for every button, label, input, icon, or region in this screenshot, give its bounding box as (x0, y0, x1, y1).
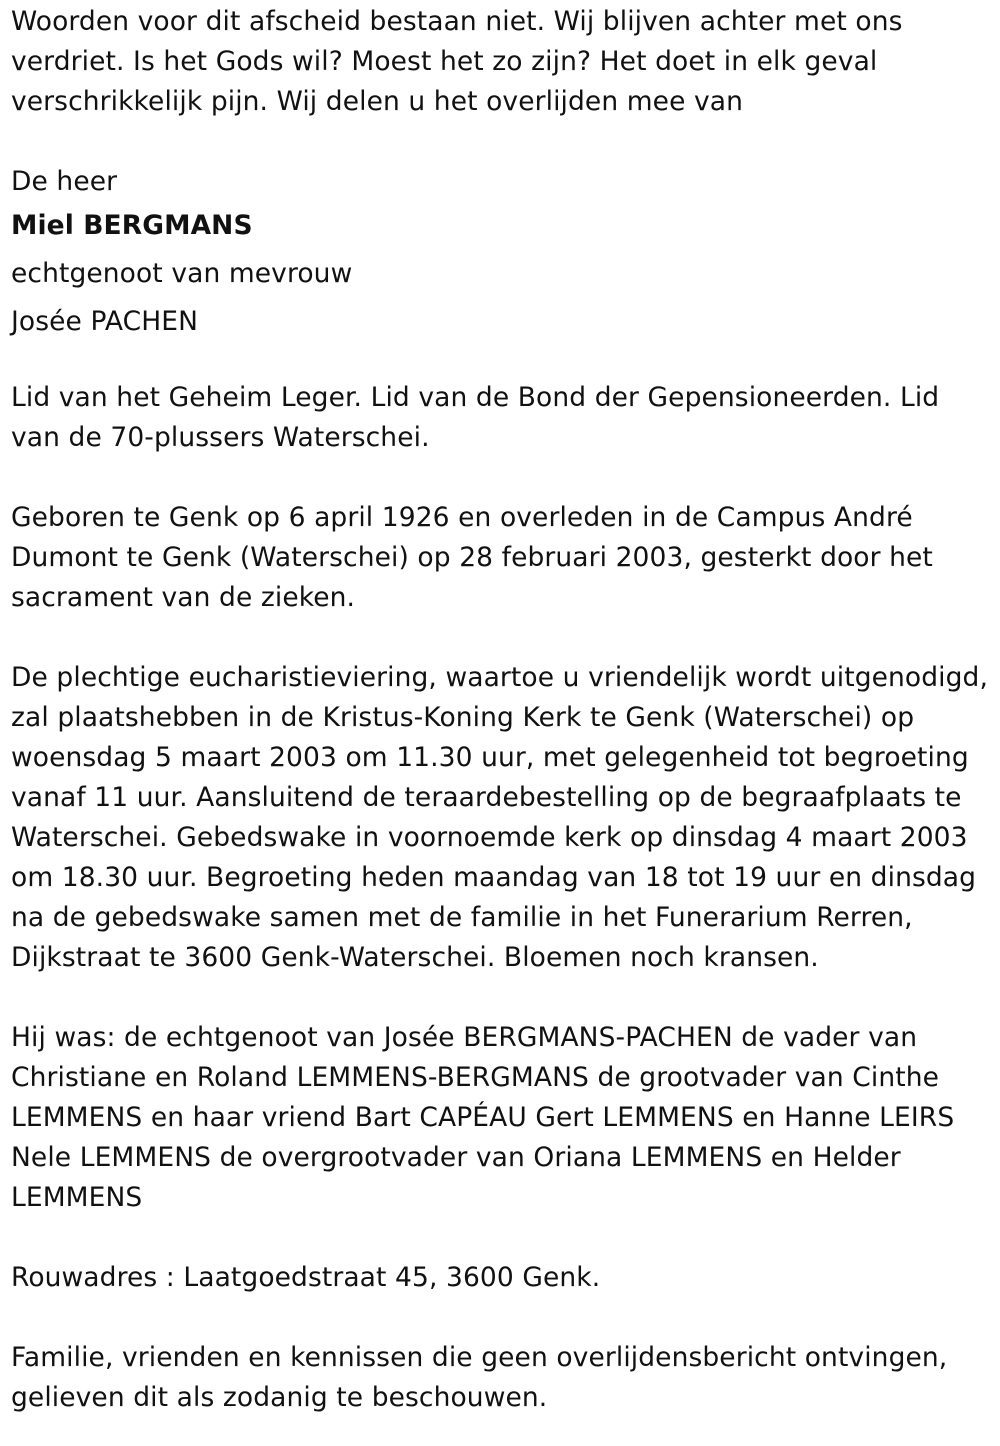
spacer (11, 122, 996, 162)
intro-paragraph: Woorden voor dit afscheid bestaan niet. Wij blijven achter met ons verdriet. Is het Gods wil? Moest het zo zijn? Het doet in elk geval verschrikkelijk pijn. Wij delen u het overlijden mee van (11, 6, 903, 117)
spouse-label: echtgenoot van mevrouw (11, 258, 353, 289)
closing-paragraph: Familie, vrienden en kennissen die geen overlijdensbericht ontvingen, gelieven dit als zodanig te beschouwen. (11, 1342, 948, 1413)
title-prefix: De heer (11, 166, 118, 197)
birth-death-paragraph: Geboren te Genk op 6 april 1926 en overleden in de Campus André Dumont te Genk (Waterschei) op 28 februari 2003, gesterkt door het sacrament van de zieken. (11, 502, 933, 613)
spacer (11, 978, 996, 1018)
deceased-name: Miel BERGMANS (11, 210, 253, 241)
spacer (11, 458, 996, 498)
spouse-name: Josée PACHEN (11, 306, 199, 337)
family-paragraph: Hij was: de echtgenoot van Josée BERGMANS-PACHEN de vader van Christiane en Roland LEMMENS-BERGMANS de grootvader van Cinthe LEMMENS en haar vriend Bart CAPÉAU Gert LEMMENS en Hanne LEIRS Nele LEMMENS de overgrootvader van Oriana LEMMENS en Helder LEMMENS (11, 1022, 955, 1213)
memberships-paragraph: Lid van het Geheim Leger. Lid van de Bond der Gepensioneerden. Lid van de 70-plussers Waterschei. (11, 382, 940, 453)
spacer (11, 1298, 996, 1338)
spacer (11, 1218, 996, 1258)
address-paragraph: Rouwadres : Laatgoedstraat 45, 3600 Genk. (11, 1262, 601, 1293)
ceremony-paragraph: De plechtige eucharistieviering, waartoe u vriendelijk wordt uitgenodigd, zal plaatshebben in de Kristus-Koning Kerk te Genk (Waterschei) op woensdag 5 maart 2003 om 11.30 uur, met gelegenheid tot begroeting vanaf 11 uur. Aansluitend de teraardebestelling op de begraafplaats te Waterschei. Gebedswake in voornoemde kerk op dinsdag 4 maart 2003 om 18.30 uur. Begroeting heden maandag van 18 tot 19 uur en dinsdag na de gebedswake samen met de familie in het Funerarium Rerren, Dijkstraat te 3600 Genk-Waterschei. Bloemen noch kransen. (11, 662, 988, 973)
spacer (11, 618, 996, 658)
obituary-document (11, 2, 996, 1418)
spacer (11, 346, 996, 378)
